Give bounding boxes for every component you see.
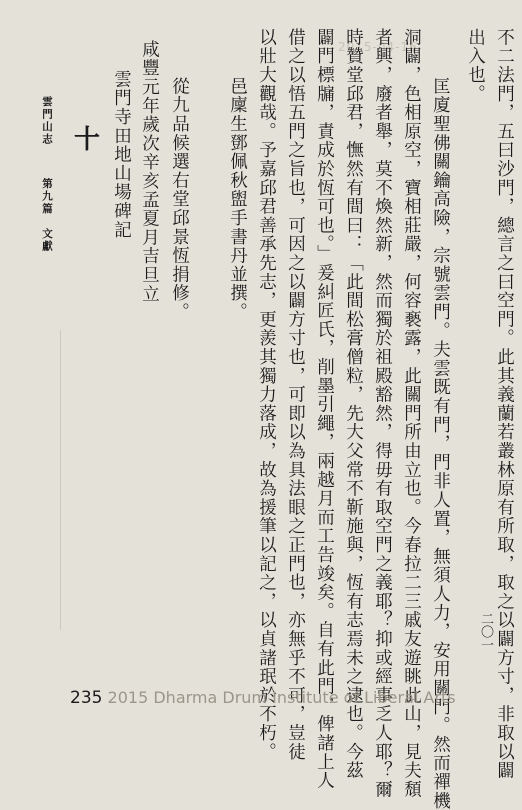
donor-line: 從九品候選右堂邱景恆捐修。 [169, 77, 190, 322]
text-column-6: 時贊堂邱君，憮然有間曰：「此間松膏僧粒，先大父常不靳施與，恆有志焉未之逮也。今茲 [343, 28, 364, 780]
text-column-2: 出入也。 [465, 28, 486, 104]
text-column-4: 洞闢，色相原空，寶相莊嚴，何容褻露，此關門所由立也。今春拉二三戚友遊眺此山，見夫頹 [401, 28, 422, 799]
text-column-7: 闢門標牖，責成於恆可也。」爰糾匠氏，削墨引繩，兩越月而工告竣矣。自有此門，俾諸上人 [314, 28, 335, 791]
running-header-book: 雲門山志 [41, 96, 53, 146]
running-header-chapter: 第九篇 文獻 [41, 178, 53, 253]
text-column-1: 不二法門，五曰沙門，總言之曰空門。此其義蘭若叢林原有所取，取之以闢方寸，非取以闢 [494, 28, 515, 780]
date-stamp: 2015-04-16 [338, 40, 418, 54]
date-line: 咸豐元年歲次辛亥孟夏月吉旦立 [139, 40, 160, 304]
footer-page-number: 235 [70, 688, 103, 708]
text-column-3: 匡廈聖佛關鑰高險，宗號雲門。夫雲既有門，門非人置，無須人力，安用關門。然而禪機 [430, 77, 451, 810]
author-line: 邑廩生鄧佩秋盥手書丹並撰。 [227, 77, 248, 322]
footer [70, 688, 456, 708]
section-title: 雲門寺田地山場碑記 [111, 70, 132, 240]
divider [60, 330, 61, 630]
text-column-5: 者興，廢者舉，莫不煥然新，然而獨於祖殿豁然，得毋有取空門之義耶？抑或經事乏人耶？爾 [372, 28, 393, 799]
text-column-9: 以壯大觀哉。予嘉邱君善承先志，更羨其獨力落成，故為援筆以記之，以貞諸珉於不朽。 [256, 28, 277, 762]
footer-watermark: 2015 Dharma Drum Institute of Liberal Arts [107, 688, 456, 707]
section-number: 十 [74, 125, 101, 155]
text-column-8: 借之以悟五門之旨也，可因之以闢方寸也，可即以為具法眼之正門也，亦無乎不可，豈徒 [285, 28, 306, 762]
page-number-side: 二〇一 [478, 612, 493, 651]
